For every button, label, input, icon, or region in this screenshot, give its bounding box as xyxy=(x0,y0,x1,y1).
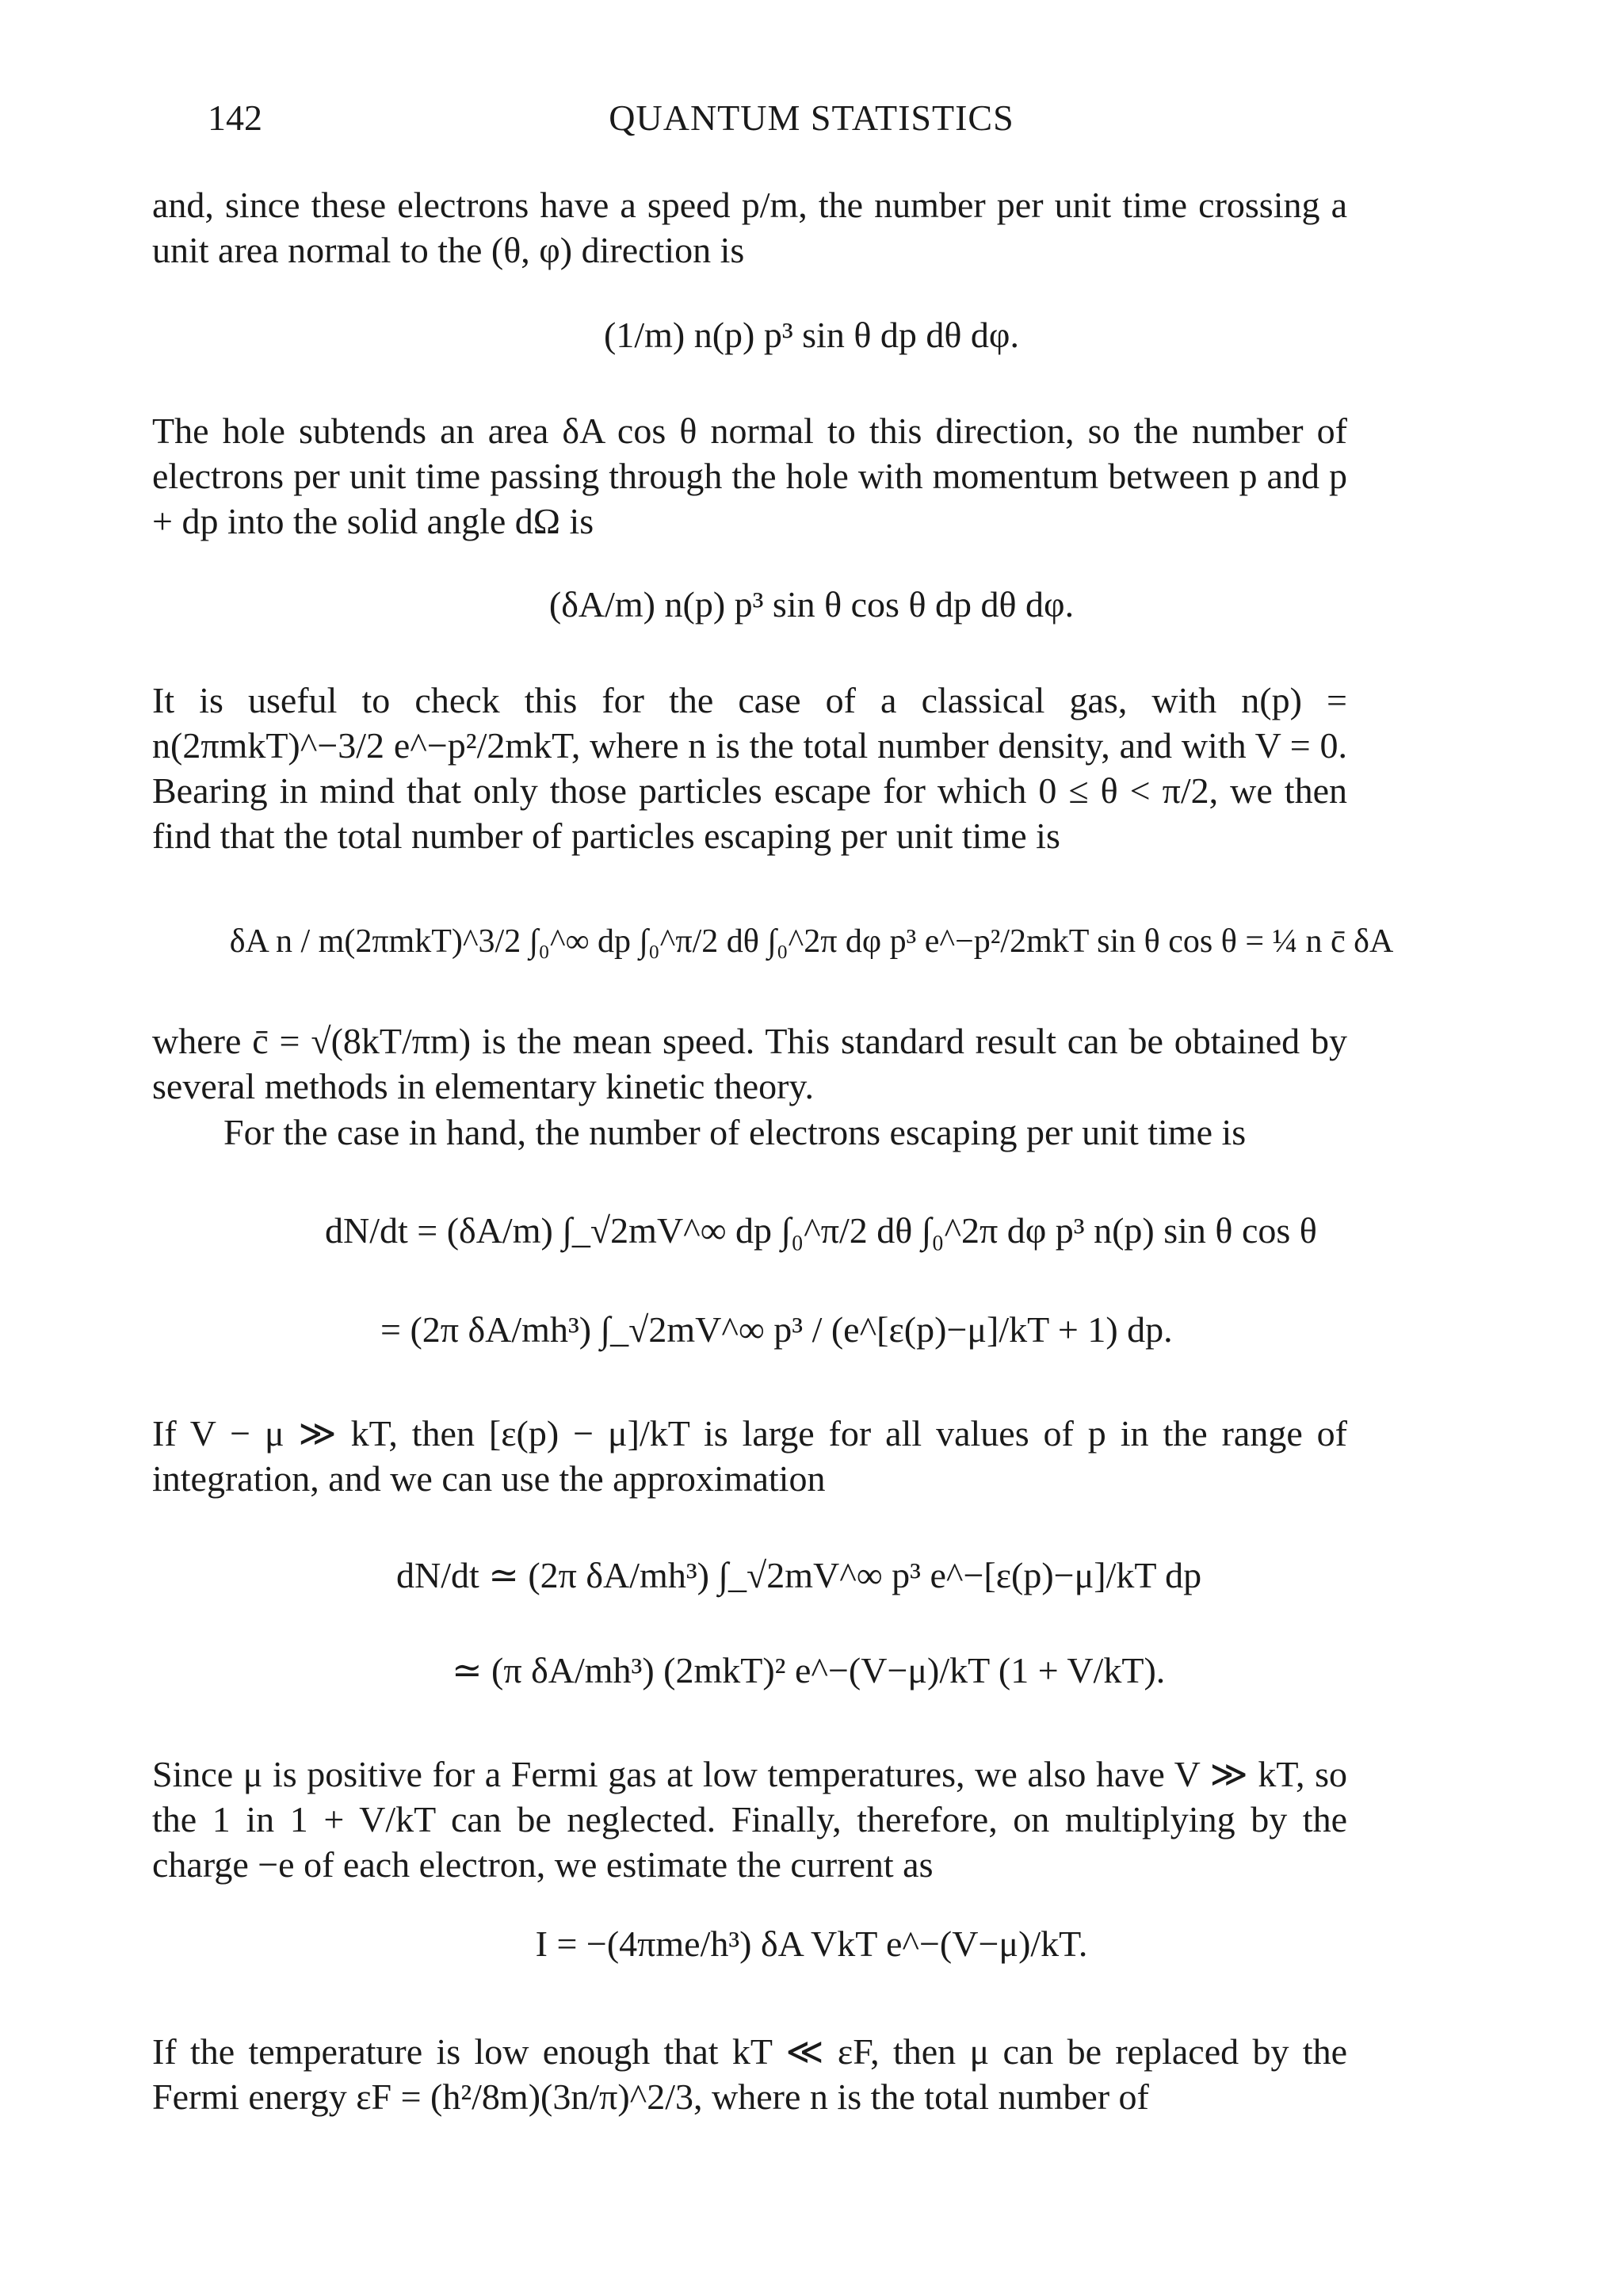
paragraph-3: It is useful to check this for the case of a classical gas, with n(p) = n(2πmkT)^−3/2 e^−p²/2mkT, where n is the total number density, and with V = 0. Bearing in mind that only those particles escape for which 0 ≤ θ < π/2, we then find that the total number of particles escaping per unit time is xyxy=(152,680,1347,856)
paragraph-7: Since μ is positive for a Fermi gas at low temperatures, we also have V ≫ kT, so the 1 in 1 + V/kT can be neglected. Finally, therefore, on multiplying by the charge −e of each electron, we estimate the current as xyxy=(152,1754,1347,1885)
running-title: QUANTUM STATISTICS xyxy=(609,97,1014,138)
page-number: 142 xyxy=(208,97,262,138)
equation-2: (δA/m) n(p) p³ sin θ cos θ dp dθ dφ. xyxy=(548,584,1075,625)
equation-7: ≃ (π δA/mh³) (2mkT)² e^−(V−μ)/kT (1 + V/kT). xyxy=(452,1650,1166,1690)
equation-3: δA n / m(2πmkT)^3/2 ∫₀^∞ dp ∫₀^π/2 dθ ∫₀^2π dφ p³ e^−p²/2mkT sin θ cos θ = ¼ n c̄ δA xyxy=(229,923,1394,960)
equation-4: dN/dt = (δA/m) ∫_√2mV^∞ dp ∫₀^π/2 dθ ∫₀^2π dφ p³ n(p) sin θ cos θ xyxy=(325,1210,1317,1251)
equation-5: = (2π δA/mh³) ∫_√2mV^∞ p³ / (e^[ε(p)−μ]/kT + 1) dp. xyxy=(380,1309,1173,1350)
paragraph-2: The hole subtends an area δA cos θ normal to this direction, so the number of electrons per unit time passing through the hole with momentum between p and p + dp into the solid angle dΩ is xyxy=(152,411,1347,541)
equation-1: (1/m) n(p) p³ sin θ dp dθ dφ. xyxy=(604,315,1019,355)
paragraph-1: and, since these electrons have a speed p/m, the number per unit time crossing a unit area normal to the (θ, φ) direction is xyxy=(152,185,1347,270)
paragraph-6: If V − μ ≫ kT, then [ε(p) − μ]/kT is large for all values of p in the range of integration, and we can use the approximation xyxy=(152,1413,1347,1499)
equation-6: dN/dt ≃ (2π δA/mh³) ∫_√2mV^∞ p³ e^−[ε(p)−μ]/kT dp xyxy=(396,1555,1202,1595)
paragraph-5: For the case in hand, the number of electrons escaping per unit time is xyxy=(223,1112,1247,1152)
paragraph-4: where c̄ = √(8kT/πm) is the mean speed. This standard result can be obtained by several methods in elementary kinetic theory. xyxy=(152,1021,1347,1106)
paragraph-8: If the temperature is low enough that kT ≪ εF, then μ can be replaced by the Fermi energy εF = (h²/8m)(3n/π)^2/3, where n is the total number of xyxy=(152,2031,1347,2117)
equation-8: I = −(4πme/h³) δA VkT e^−(V−μ)/kT. xyxy=(535,1924,1088,1964)
